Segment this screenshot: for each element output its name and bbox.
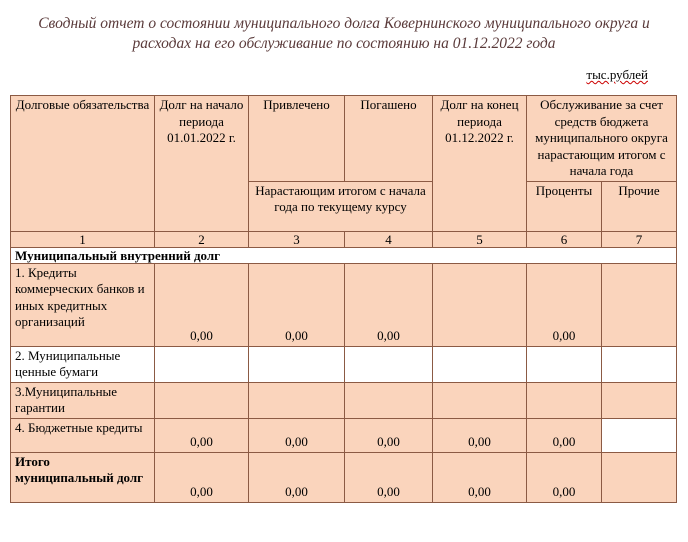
row-label: 1. Кредиты коммерческих банков и иных кредитных организаций bbox=[11, 263, 155, 346]
cell-value bbox=[602, 382, 677, 418]
header-servicing: Обслуживание за счет средств бюджета муниципального округа нарастающим итогом с начала года bbox=[527, 96, 677, 182]
cell-value bbox=[155, 382, 249, 418]
row-label: 2. Муниципальные ценные бумаги bbox=[11, 346, 155, 382]
units-label: тыс.рублей bbox=[586, 67, 648, 82]
column-number: 2 bbox=[155, 231, 249, 247]
table-row bbox=[11, 382, 677, 418]
column-number-row bbox=[11, 231, 677, 247]
header-cumulative: Нарастающим итогом с начала года по текущему курсу bbox=[249, 181, 433, 231]
cell-value: 0,00 bbox=[249, 263, 345, 346]
header-other: Прочие bbox=[602, 181, 677, 231]
cell-value: 0,00 bbox=[345, 263, 433, 346]
header-attracted: Привлечено bbox=[249, 96, 345, 182]
cell-value bbox=[602, 263, 677, 346]
column-number: 5 bbox=[433, 231, 527, 247]
row-label: 4. Бюджетные кредиты bbox=[11, 418, 155, 452]
header-row-1 bbox=[11, 96, 677, 182]
cell-value bbox=[602, 418, 677, 452]
header-debt-start: Долг на начало периода 01.01.2022 г. bbox=[155, 96, 249, 232]
cell-value bbox=[345, 346, 433, 382]
column-number: 1 bbox=[11, 231, 155, 247]
cell-value bbox=[155, 346, 249, 382]
cell-value: 0,00 bbox=[527, 452, 602, 502]
section-row bbox=[11, 247, 677, 263]
header-debt-end: Долг на конец периода 01.12.2022 г. bbox=[433, 96, 527, 232]
cell-value bbox=[602, 346, 677, 382]
cell-value bbox=[527, 382, 602, 418]
report-title-line1: Сводный отчет о состоянии муниципального долга Ковернинского муниципального округа и bbox=[38, 15, 650, 32]
section-title: Муниципальный внутренний долг bbox=[11, 247, 677, 263]
cell-value: 0,00 bbox=[249, 452, 345, 502]
row-label: 3.Муниципальные гарантии bbox=[11, 382, 155, 418]
cell-value bbox=[433, 263, 527, 346]
cell-value: 0,00 bbox=[433, 452, 527, 502]
cell-value bbox=[249, 346, 345, 382]
report-title-line2: расходах на его обслуживание по состоянию на 01.12.2022 года bbox=[132, 35, 556, 52]
table-row bbox=[11, 346, 677, 382]
header-debt-obligations: Долговые обязательства bbox=[11, 96, 155, 232]
column-number: 6 bbox=[527, 231, 602, 247]
column-number: 4 bbox=[345, 231, 433, 247]
header-repaid: Погашено bbox=[345, 96, 433, 182]
column-number: 7 bbox=[602, 231, 677, 247]
cell-value: 0,00 bbox=[345, 452, 433, 502]
cell-value: 0,00 bbox=[527, 418, 602, 452]
cell-value: 0,00 bbox=[155, 452, 249, 502]
header-interest: Проценты bbox=[527, 181, 602, 231]
table-row bbox=[11, 418, 677, 452]
cell-value bbox=[249, 382, 345, 418]
column-number: 3 bbox=[249, 231, 345, 247]
debt-table bbox=[10, 95, 677, 503]
cell-value: 0,00 bbox=[527, 263, 602, 346]
cell-value: 0,00 bbox=[155, 418, 249, 452]
cell-value bbox=[433, 382, 527, 418]
report-title bbox=[0, 14, 688, 54]
table-row bbox=[11, 263, 677, 346]
cell-value: 0,00 bbox=[433, 418, 527, 452]
cell-value bbox=[527, 346, 602, 382]
total-row bbox=[11, 452, 677, 502]
cell-value bbox=[345, 382, 433, 418]
cell-value: 0,00 bbox=[249, 418, 345, 452]
cell-value: 0,00 bbox=[155, 263, 249, 346]
cell-value bbox=[433, 346, 527, 382]
total-label: Итого муниципальный долг bbox=[11, 452, 155, 502]
cell-value bbox=[602, 452, 677, 502]
cell-value: 0,00 bbox=[345, 418, 433, 452]
